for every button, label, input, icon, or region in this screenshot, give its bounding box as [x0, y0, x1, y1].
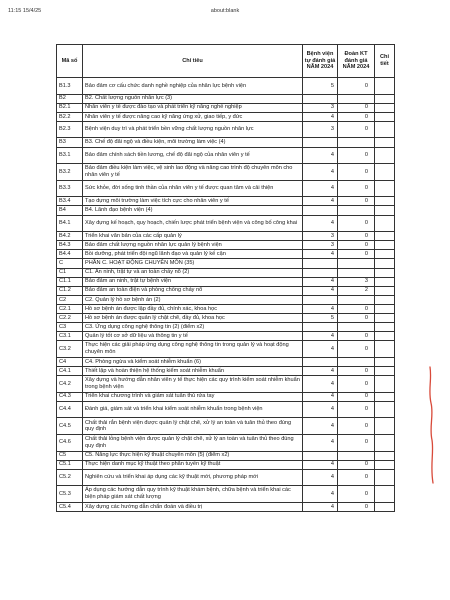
row-code: B3.4: [57, 197, 83, 206]
row-hospital-score: 4: [303, 392, 338, 401]
row-hospital-score: 4: [303, 341, 338, 358]
row-hospital-score: 4: [303, 502, 338, 511]
row-code: C1: [57, 268, 83, 277]
row-inspection-score: 0: [338, 313, 375, 322]
header-ma-so: Mã số: [57, 45, 83, 78]
browser-print-header: [0, 0, 450, 20]
header-chi-tiet: Chi tiết: [375, 45, 395, 78]
row-hospital-score: 4: [303, 376, 338, 393]
row-detail: [375, 138, 395, 147]
row-detail: [375, 103, 395, 112]
row-hospital-score: [303, 357, 338, 366]
row-hospital-score: 4: [303, 434, 338, 451]
row-detail: [375, 323, 395, 332]
row-code: C3.1: [57, 332, 83, 341]
row-code: C4: [57, 357, 83, 366]
row-code: B2.3: [57, 121, 83, 138]
table-row: [57, 268, 395, 277]
row-code: C2: [57, 295, 83, 304]
row-hospital-score: 4: [303, 180, 338, 197]
row-criterion: PHẦN C. HOẠT ĐỘNG CHUYÊN MÔN (35): [83, 259, 303, 268]
table-row: [57, 241, 395, 250]
row-code: C5: [57, 451, 83, 460]
row-criterion: Nghiên cứu và triển khai áp dụng các kỹ thuật mới, phương pháp mới: [83, 469, 303, 486]
row-hospital-score: [303, 94, 338, 103]
row-criterion: Bảo đảm chính sách tiền lương, chế độ đãi ngộ của nhân viên y tế: [83, 147, 303, 164]
row-inspection-score: 0: [338, 112, 375, 121]
row-inspection-score: 0: [338, 103, 375, 112]
handwritten-mark: [425, 365, 439, 485]
row-inspection-score: [338, 268, 375, 277]
row-criterion: Xây dựng các hướng dẫn chẩn đoán và điều trị: [83, 502, 303, 511]
table-row: [57, 147, 395, 164]
row-inspection-score: 0: [338, 460, 375, 469]
table-row: [57, 341, 395, 358]
row-code: C4.3: [57, 392, 83, 401]
row-code: B2.2: [57, 112, 83, 121]
row-detail: [375, 250, 395, 259]
table-row: [57, 180, 395, 197]
row-criterion: Chất thải rắn bệnh viện được quản lý chặt chẽ, xử lý an toàn và tuân thủ theo đúng quy định: [83, 418, 303, 435]
row-inspection-score: 0: [338, 401, 375, 418]
row-hospital-score: 5: [303, 78, 338, 95]
row-detail: [375, 232, 395, 241]
row-code: C3: [57, 323, 83, 332]
row-inspection-score: [338, 206, 375, 215]
table-row: [57, 112, 395, 121]
row-detail: [375, 78, 395, 95]
table-row: [57, 138, 395, 147]
row-code: C2.2: [57, 313, 83, 322]
print-url: about:blank: [210, 8, 240, 14]
table-header-row: [57, 45, 395, 78]
row-code: B4.3: [57, 241, 83, 250]
row-code: B3.1: [57, 147, 83, 164]
row-detail: [375, 197, 395, 206]
row-criterion: Hồ sơ bệnh án được quản lý chặt chẽ, đầy đủ, khoa học: [83, 313, 303, 322]
row-detail: [375, 418, 395, 435]
row-criterion: C1. An ninh, trật tự và an toàn cháy nổ (2): [83, 268, 303, 277]
row-inspection-score: 0: [338, 180, 375, 197]
row-inspection-score: 0: [338, 486, 375, 503]
row-criterion: Xây dựng và hướng dẫn nhân viên y tế thực hiện các quy trình kiểm soát nhiễm khuẩn trong bệnh viện: [83, 376, 303, 393]
row-hospital-score: [303, 451, 338, 460]
table-row: [57, 434, 395, 451]
row-detail: [375, 366, 395, 375]
row-hospital-score: [303, 268, 338, 277]
row-detail: [375, 376, 395, 393]
row-detail: [375, 241, 395, 250]
row-detail: [375, 332, 395, 341]
row-inspection-score: 0: [338, 121, 375, 138]
row-inspection-score: 0: [338, 434, 375, 451]
row-inspection-score: 0: [338, 197, 375, 206]
row-detail: [375, 469, 395, 486]
row-inspection-score: 0: [338, 502, 375, 511]
row-criterion: C4. Phòng ngừa và kiểm soát nhiễm khuẩn (6): [83, 357, 303, 366]
row-hospital-score: 4: [303, 277, 338, 286]
row-code: B3: [57, 138, 83, 147]
row-hospital-score: [303, 295, 338, 304]
row-inspection-score: 0: [338, 418, 375, 435]
evaluation-table: [56, 44, 395, 512]
table-row: [57, 295, 395, 304]
row-detail: [375, 164, 395, 181]
row-inspection-score: 0: [338, 147, 375, 164]
row-code: B4: [57, 206, 83, 215]
table-row: [57, 164, 395, 181]
row-detail: [375, 486, 395, 503]
row-criterion: Thực hiện danh mục kỹ thuật theo phân tuyến kỹ thuật: [83, 460, 303, 469]
row-hospital-score: 4: [303, 460, 338, 469]
row-hospital-score: 4: [303, 147, 338, 164]
row-code: C1.1: [57, 277, 83, 286]
table-row: [57, 323, 395, 332]
row-hospital-score: 5: [303, 313, 338, 322]
row-hospital-score: 4: [303, 304, 338, 313]
print-time: 11:15 15/4/25: [8, 8, 42, 14]
row-hospital-score: 4: [303, 286, 338, 295]
row-criterion: Áp dụng các hướng dẫn quy trình kỹ thuật khám bệnh, chữa bệnh và triển khai các biện pháp giám sát chất lượng: [83, 486, 303, 503]
row-criterion: C5. Năng lực thực hiện kỹ thuật chuyên môn (5) (điểm x2): [83, 451, 303, 460]
row-criterion: Xây dựng kế hoạch, quy hoạch, chiến lược phát triển bệnh viện và công bố công khai: [83, 215, 303, 232]
row-hospital-score: 4: [303, 486, 338, 503]
table-row: [57, 197, 395, 206]
row-hospital-score: 3: [303, 103, 338, 112]
table-row: [57, 366, 395, 375]
table-row: [57, 313, 395, 322]
row-inspection-score: 0: [338, 332, 375, 341]
table-row: [57, 232, 395, 241]
row-hospital-score: 3: [303, 241, 338, 250]
row-criterion: Triển khai chương trình và giám sát tuân thủ rửa tay: [83, 392, 303, 401]
row-inspection-score: 0: [338, 164, 375, 181]
row-code: B2.1: [57, 103, 83, 112]
row-criterion: Quản lý tốt cơ sở dữ liệu và thông tin y tế: [83, 332, 303, 341]
row-criterion: Bảo đảm điều kiện làm việc, vệ sinh lao động và nâng cao trình độ chuyên môn cho nhân viên y tế: [83, 164, 303, 181]
row-hospital-score: [303, 206, 338, 215]
row-criterion: Chất thải lỏng bệnh viện được quản lý chặt chẽ, xử lý an toàn và tuân thủ theo đúng quy định: [83, 434, 303, 451]
row-detail: [375, 434, 395, 451]
row-code: C4.2: [57, 376, 83, 393]
row-inspection-score: 3: [338, 277, 375, 286]
row-inspection-score: 0: [338, 341, 375, 358]
header-benh-vien: Bệnh viện tự đánh giá NĂM 2024: [303, 45, 338, 78]
row-detail: [375, 451, 395, 460]
row-code: B4.1: [57, 215, 83, 232]
row-inspection-score: [338, 295, 375, 304]
table-row: [57, 103, 395, 112]
row-inspection-score: [338, 138, 375, 147]
row-hospital-score: 4: [303, 401, 338, 418]
table-row: [57, 304, 395, 313]
row-code: B4.4: [57, 250, 83, 259]
row-inspection-score: 0: [338, 469, 375, 486]
row-hospital-score: 4: [303, 215, 338, 232]
row-detail: [375, 180, 395, 197]
row-criterion: Thiết lập và hoàn thiện hệ thống kiểm soát nhiễm khuẩn: [83, 366, 303, 375]
row-criterion: Bệnh viện duy trì và phát triển bền vững chất lượng nguồn nhân lực: [83, 121, 303, 138]
row-code: B3.3: [57, 180, 83, 197]
table-row: [57, 250, 395, 259]
row-criterion: Thực hiện các giải pháp ứng dụng công nghệ thông tin trong quản lý và hoạt động chuyên môn: [83, 341, 303, 358]
row-inspection-score: [338, 259, 375, 268]
row-criterion: Bảo đảm cơ cấu chức danh nghề nghiệp của nhân lực bệnh viện: [83, 78, 303, 95]
table-row: [57, 418, 395, 435]
row-inspection-score: 0: [338, 376, 375, 393]
table-row: [57, 332, 395, 341]
header-doan-kt: Đoàn KT đánh giá NĂM 2024: [338, 45, 375, 78]
row-code: B1.3: [57, 78, 83, 95]
row-code: C3.2: [57, 341, 83, 358]
table-row: [57, 94, 395, 103]
row-inspection-score: 0: [338, 215, 375, 232]
row-hospital-score: 4: [303, 112, 338, 121]
row-criterion: Sức khỏe, đời sống tinh thần của nhân viên y tế được quan tâm và cải thiện: [83, 180, 303, 197]
row-detail: [375, 277, 395, 286]
row-criterion: Triển khai văn bản của các cấp quản lý: [83, 232, 303, 241]
row-detail: [375, 268, 395, 277]
row-detail: [375, 304, 395, 313]
row-code: B2: [57, 94, 83, 103]
row-criterion: C3. Ứng dụng công nghệ thông tin (2) (điểm x2): [83, 323, 303, 332]
row-code: B4.2: [57, 232, 83, 241]
row-detail: [375, 392, 395, 401]
table-row: [57, 460, 395, 469]
row-hospital-score: 4: [303, 418, 338, 435]
table-row: [57, 121, 395, 138]
row-hospital-score: 4: [303, 250, 338, 259]
row-inspection-score: 0: [338, 366, 375, 375]
row-criterion: Hồ sơ bệnh án được lập đầy đủ, chính xác, khoa học: [83, 304, 303, 313]
table-row: [57, 215, 395, 232]
table-row: [57, 392, 395, 401]
row-criterion: Nhân viên y tế được đào tạo và phát triển kỹ năng nghề nghiệp: [83, 103, 303, 112]
table-row: [57, 486, 395, 503]
row-detail: [375, 112, 395, 121]
row-detail: [375, 121, 395, 138]
row-code: C5.4: [57, 502, 83, 511]
row-code: C: [57, 259, 83, 268]
row-detail: [375, 206, 395, 215]
row-criterion: Bảo đảm chất lượng nguồn nhân lực quản lý bệnh viện: [83, 241, 303, 250]
row-inspection-score: 2: [338, 286, 375, 295]
row-criterion: Bảo đảm an toàn điện và phòng chống cháy nổ: [83, 286, 303, 295]
row-code: C5.3: [57, 486, 83, 503]
table-row: [57, 469, 395, 486]
row-code: C4.1: [57, 366, 83, 375]
table-row: [57, 259, 395, 268]
row-code: C5.1: [57, 460, 83, 469]
row-hospital-score: 4: [303, 469, 338, 486]
row-inspection-score: [338, 94, 375, 103]
row-code: C2.1: [57, 304, 83, 313]
row-criterion: Nhân viên y tế được nâng cao kỹ năng ứng xử, giao tiếp, y đức: [83, 112, 303, 121]
row-detail: [375, 357, 395, 366]
row-code: C4.6: [57, 434, 83, 451]
row-hospital-score: 3: [303, 232, 338, 241]
row-criterion: B4. Lãnh đạo bệnh viện (4): [83, 206, 303, 215]
row-hospital-score: 4: [303, 164, 338, 181]
table-row: [57, 286, 395, 295]
row-detail: [375, 502, 395, 511]
row-criterion: Đánh giá, giám sát và triển khai kiểm soát nhiễm khuẩn trong bệnh viện: [83, 401, 303, 418]
row-criterion: Bồi dưỡng, phát triển đội ngũ lãnh đạo và quản lý kế cận: [83, 250, 303, 259]
row-hospital-score: 3: [303, 121, 338, 138]
table-row: [57, 376, 395, 393]
row-inspection-score: 0: [338, 250, 375, 259]
row-code: C5.2: [57, 469, 83, 486]
row-criterion: B2. Chất lượng nguồn nhân lực (3): [83, 94, 303, 103]
row-hospital-score: [303, 323, 338, 332]
row-detail: [375, 94, 395, 103]
row-detail: [375, 259, 395, 268]
row-criterion: Bảo đảm an ninh, trật tự bệnh viện: [83, 277, 303, 286]
row-code: C1.2: [57, 286, 83, 295]
row-code: C4.5: [57, 418, 83, 435]
row-inspection-score: 0: [338, 232, 375, 241]
row-detail: [375, 147, 395, 164]
row-inspection-score: 0: [338, 241, 375, 250]
table-row: [57, 401, 395, 418]
row-detail: [375, 313, 395, 322]
table-row: [57, 451, 395, 460]
table-row: [57, 78, 395, 95]
table-row: [57, 502, 395, 511]
row-detail: [375, 215, 395, 232]
row-detail: [375, 401, 395, 418]
row-hospital-score: [303, 138, 338, 147]
row-criterion: C2. Quản lý hồ sơ bệnh án (2): [83, 295, 303, 304]
row-hospital-score: [303, 259, 338, 268]
table-row: [57, 206, 395, 215]
row-inspection-score: 0: [338, 392, 375, 401]
row-inspection-score: [338, 451, 375, 460]
table-row: [57, 277, 395, 286]
row-inspection-score: [338, 357, 375, 366]
row-hospital-score: 4: [303, 366, 338, 375]
row-inspection-score: 0: [338, 78, 375, 95]
header-chi-tieu: Chỉ tiêu: [83, 45, 303, 78]
row-code: B3.2: [57, 164, 83, 181]
row-hospital-score: 4: [303, 197, 338, 206]
row-code: C4.4: [57, 401, 83, 418]
table-body: [57, 78, 395, 512]
row-detail: [375, 341, 395, 358]
row-detail: [375, 295, 395, 304]
row-inspection-score: 0: [338, 304, 375, 313]
row-criterion: B3. Chế độ đãi ngộ và điều kiện, môi trường làm việc (4): [83, 138, 303, 147]
row-criterion: Tạo dựng môi trường làm việc tích cực cho nhân viên y tế: [83, 197, 303, 206]
table-row: [57, 357, 395, 366]
row-detail: [375, 286, 395, 295]
row-inspection-score: [338, 323, 375, 332]
row-detail: [375, 460, 395, 469]
row-hospital-score: 4: [303, 332, 338, 341]
